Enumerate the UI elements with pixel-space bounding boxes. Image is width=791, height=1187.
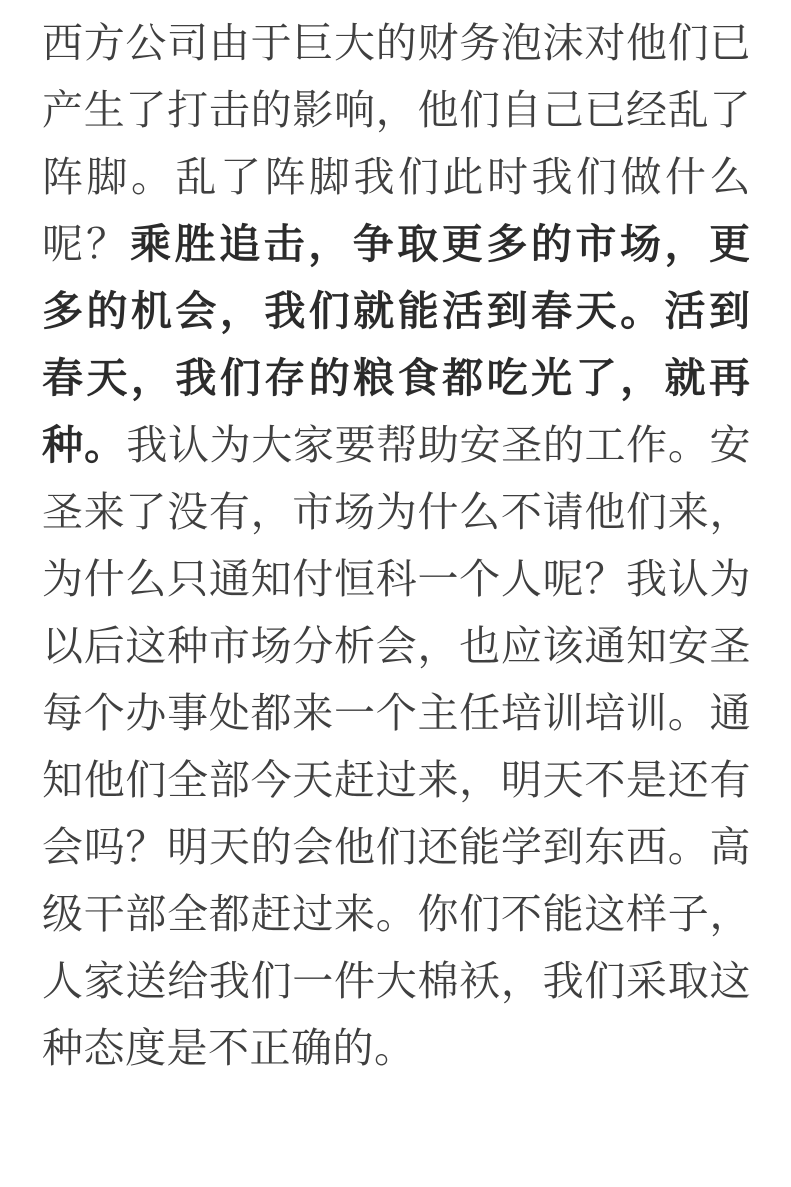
paragraph-segment-body: 我认为大家要帮助安圣的工作。安圣来了没有，市场为什么不请他们来，为什么只通知付恒科一个人呢？我认为以后这种市场分析会，也应该通知安圣每个办事处都来一个主任培训培训。通知他们全部今天赶过来，明天不是还有会吗？明天的会他们还能学到东西。高级干部全都赶过来。你们不能这样子，人家送给我们一件大棉袄，我们采取这种态度是不正确的。: [42, 422, 751, 1071]
article-paragraph: [42, 10, 751, 1082]
paragraph-segment-emphasis: 乘胜追击，争取更多的市场，更多的机会，我们就能活到春天。活到春天，我们存的粮食都吃光了，就再种。: [42, 221, 752, 468]
paragraph-segment-intro: 西方公司由于巨大的财务泡沫对他们已产生了打击的影响，他们自己已经乱了阵脚。乱了阵脚我们此时我们做什么呢？: [42, 20, 751, 267]
